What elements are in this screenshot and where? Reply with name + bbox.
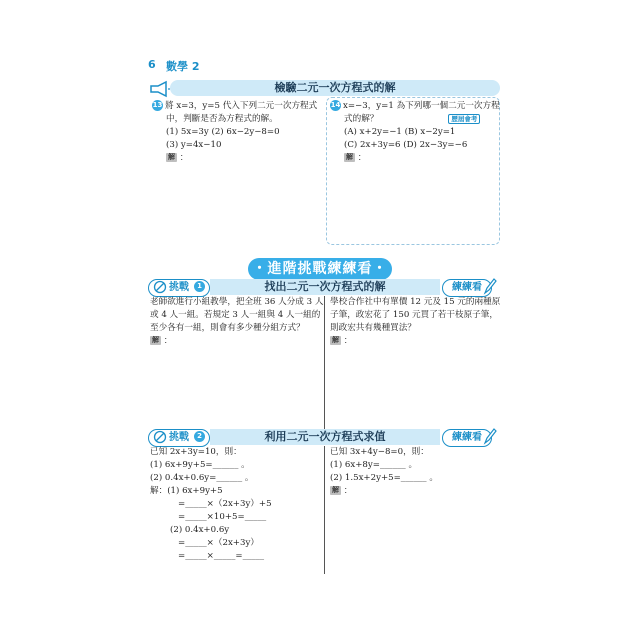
pencil-icon bbox=[483, 277, 497, 295]
challenge-number: 1 bbox=[194, 281, 205, 292]
c2-right-line2: (1) 6x+8y=______ 。 bbox=[330, 460, 418, 470]
challenge-1-right: 學校合作社中有單價 12 元及 15 元的兩種原 子筆，政宏花了 150 元買了若干枝原子筆， 則政宏共有幾種買法？ 解 ： bbox=[330, 297, 501, 346]
megaphone-icon bbox=[148, 80, 170, 98]
c1-right-line2: 子筆，政宏花了 150 元買了若干枝原子筆， bbox=[330, 310, 498, 320]
c2-left-line2: (1) 6x+9y+5=______ 。 bbox=[150, 460, 250, 470]
challenge-1-left: 老師欲進行小組教學，把全班 36 人分成 3 人 或 4 人一組。若規定 3 人一組與 4 人一組的 至少各有一組，則會有多少種分組方式？ 解 ： bbox=[150, 297, 324, 346]
c1-left-line3: 至少各有一組，則會有多少種分組方式？ bbox=[150, 323, 305, 333]
question-14: 14 x=−3，y=1 為下列哪一個二元一次方程 式的解？ 歷屆會考 (A) x+2y=−1 (B) x−2y=1 (C) 2x+3y=6 (D) 2x−3y=−6 解 ： bbox=[330, 101, 500, 163]
challenge-1-pill bbox=[148, 279, 210, 297]
column-divider bbox=[324, 296, 325, 436]
challenge-2-right: 已知 3x+4y−8=0，則： (1) 6x+8y=______ 。 (2) 1.5x+2y+5=______ 。 解 ： bbox=[330, 447, 438, 496]
q13-line1: 將 x=3，y=5 代入下列二元一次方程式 bbox=[165, 101, 318, 111]
section-banner: 檢驗二元一次方程式的解 bbox=[170, 80, 500, 96]
c2-right-line3: (2) 1.5x+2y+5=______ 。 bbox=[330, 473, 438, 483]
q13-line4: (3) y=4x−10 bbox=[166, 140, 222, 150]
c2-left-line3: (2) 0.4x+0.6y=______ 。 bbox=[150, 473, 254, 483]
q13-line2: 中，判斷是否為方程式的解。 bbox=[166, 114, 278, 124]
q14-line4: (C) 2x+3y=6 (D) 2x−3y=−6 bbox=[344, 140, 468, 150]
c1-right-line3: 則政宏共有幾種買法？ bbox=[330, 323, 416, 333]
column-divider bbox=[324, 446, 325, 574]
answer-label: 解 bbox=[152, 336, 159, 344]
answer-label: 解 bbox=[168, 153, 175, 161]
c2-left-s6: =_____×_____=_____ bbox=[178, 551, 265, 561]
question-number: 14 bbox=[330, 101, 341, 109]
challenge-label: 挑戰 bbox=[169, 282, 189, 293]
c1-left-line2: 或 4 人一組。若規定 3 人一組與 4 人一組的 bbox=[150, 310, 321, 320]
q14-line2: 式的解？ bbox=[344, 114, 379, 124]
answer-label: 解 bbox=[332, 486, 339, 494]
challenge-number: 2 bbox=[194, 431, 205, 442]
practice-1-pill: 練練看 bbox=[442, 279, 492, 297]
c2-left-line1: 已知 2x+3y=10，則： bbox=[150, 447, 242, 457]
challenge-label: 挑戰 bbox=[169, 432, 189, 443]
c2-right-line1: 已知 3x+4y−8=0，則： bbox=[330, 447, 429, 457]
question-number: 13 bbox=[152, 101, 163, 109]
pencil-icon bbox=[483, 427, 497, 445]
c1-left-line1: 老師欲進行小組教學，把全班 36 人分成 3 人 bbox=[150, 297, 324, 307]
practice-2-pill: 練練看 bbox=[442, 429, 492, 447]
challenge-1-banner: 找出二元一次方程式的解 bbox=[210, 279, 440, 295]
challenge-2-left bbox=[150, 446, 272, 563]
challenge-2-pill bbox=[148, 429, 210, 447]
answer-label: 解 bbox=[332, 336, 339, 344]
q14-line3: (A) x+2y=−1 (B) x−2y=1 bbox=[344, 127, 456, 137]
c2-left-s3: =_____×10+5=_____ bbox=[178, 512, 267, 522]
q14-line1: x=−3，y=1 為下列哪一個二元一次方程 bbox=[343, 101, 500, 111]
ruler-icon bbox=[153, 280, 167, 294]
c2-left-s5: =_____×（2x+3y） bbox=[178, 538, 259, 548]
question-13: 13 將 x=3，y=5 代入下列二元一次方程式 中，判斷是否為方程式的解。 (1) 5x=3y (2) 6x−2y−8=0 (3) y=4x−10 解 ： bbox=[152, 101, 318, 163]
answer-label: 解 bbox=[346, 153, 353, 161]
q13-line3: (1) 5x=3y (2) 6x−2y−8=0 bbox=[166, 127, 280, 137]
advanced-challenge-banner: ・進階挑戰練練看・ bbox=[248, 258, 392, 280]
page-number: 6 bbox=[148, 58, 156, 71]
c1-right-line1: 學校合作社中有單價 12 元及 15 元的兩種原 bbox=[330, 297, 501, 307]
c2-left-s2: =_____×（2x+3y）+5 bbox=[178, 499, 272, 509]
ruler-icon bbox=[153, 430, 167, 444]
challenge-2-banner: 利用二元一次方程式求值 bbox=[210, 429, 440, 445]
c2-left-s1: 解：(1) 6x+9y+5 bbox=[150, 486, 223, 496]
c2-left-s4: (2) 0.4x+0.6y bbox=[170, 525, 230, 535]
chapter-title: 數學 2 bbox=[166, 60, 200, 73]
exam-reference-badge: 歷屆會考 bbox=[448, 114, 480, 124]
